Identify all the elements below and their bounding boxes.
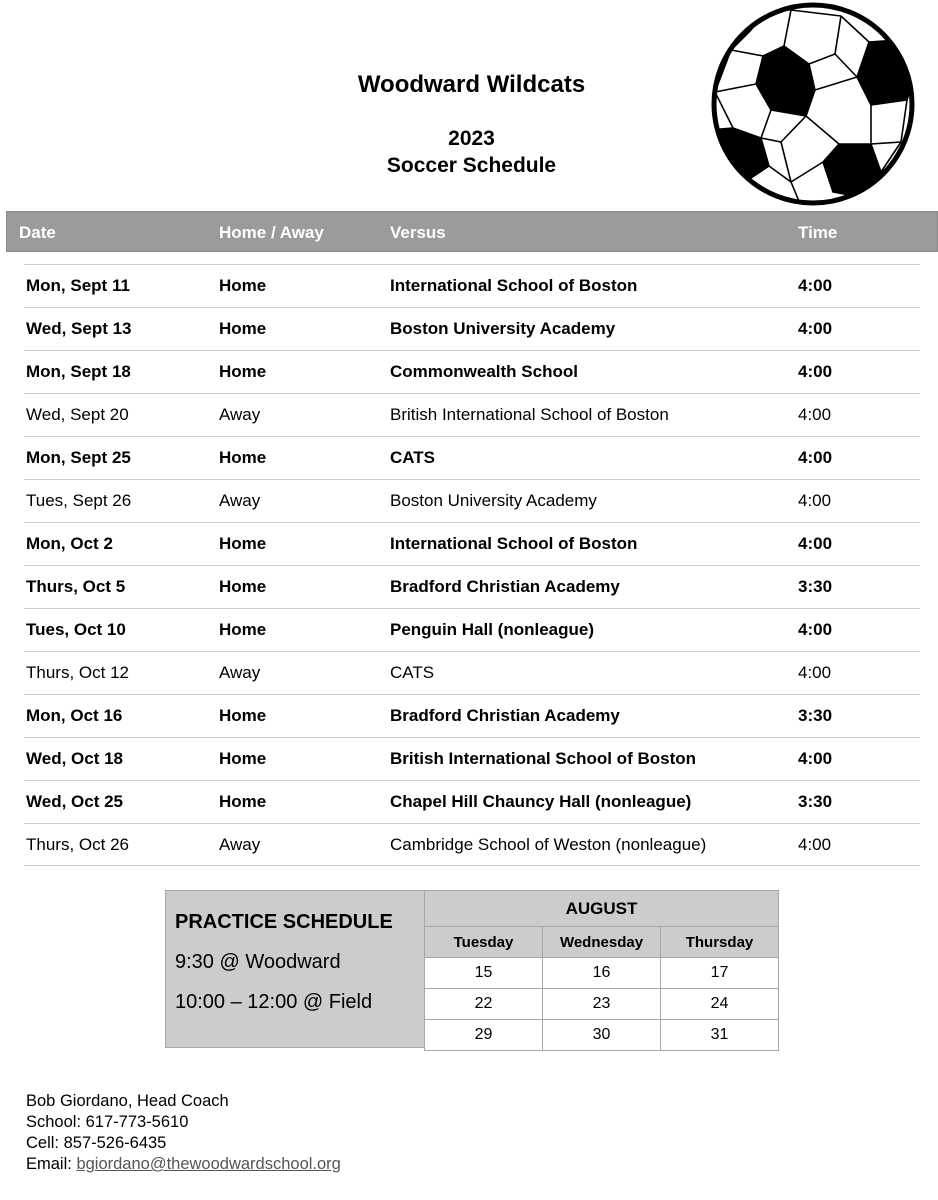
game-date: Thurs, Oct 12 (26, 663, 129, 682)
game-location: Away (219, 835, 261, 854)
email-label: Email: (26, 1155, 77, 1173)
schedule-subtitle: Soccer Schedule (386, 154, 557, 177)
calendar-date: 29 (425, 1020, 543, 1051)
soccer-ball-icon (711, 2, 915, 206)
table-row (24, 479, 920, 522)
game-opponent: International School of Boston (390, 534, 638, 553)
calendar-month: AUGUST (425, 891, 779, 927)
calendar-day-header: Wednesday (543, 927, 661, 958)
game-date: Thurs, Oct 5 (26, 577, 126, 596)
game-location: Home (219, 706, 267, 725)
game-location: Away (219, 491, 261, 510)
column-header-versus: Versus (390, 223, 446, 242)
calendar-day-header: Thursday (661, 927, 779, 958)
coach-name: Bob Giordano, Head Coach (26, 1092, 229, 1110)
table-row (24, 393, 920, 436)
practice-schedule-box (165, 890, 425, 1048)
game-time: 4:00 (798, 663, 832, 682)
game-location: Away (219, 405, 261, 424)
practice-morning-time: 9:30 @ Woodward (175, 951, 341, 973)
practice-title: PRACTICE SCHEDULE (175, 911, 393, 933)
game-opponent: Boston University Academy (390, 319, 616, 338)
game-date: Mon, Sept 11 (26, 276, 130, 295)
game-time: 4:00 (798, 319, 833, 338)
game-location: Home (219, 792, 267, 811)
game-date: Thurs, Oct 26 (26, 835, 129, 854)
calendar-date: 17 (661, 958, 779, 989)
schedule-header-bar (6, 211, 938, 252)
game-opponent: CATS (390, 448, 436, 467)
game-time: 4:00 (798, 405, 832, 424)
email-link[interactable]: bgiordano@thewoodwardschool.org (76, 1155, 341, 1173)
calendar-date: 30 (543, 1020, 661, 1051)
game-opponent: British International School of Boston (390, 405, 669, 424)
game-time: 3:30 (798, 577, 833, 596)
game-location: Home (219, 276, 267, 295)
game-opponent: International School of Boston (390, 276, 638, 295)
column-header-home-away: Home / Away (219, 223, 324, 242)
game-date: Mon, Oct 16 (26, 706, 123, 725)
game-location: Home (219, 534, 267, 553)
game-date: Mon, Sept 25 (26, 448, 131, 467)
calendar-day-header: Tuesday (425, 927, 543, 958)
calendar-date: 22 (425, 989, 543, 1020)
column-header-time: Time (798, 223, 838, 242)
table-row (24, 522, 920, 565)
practice-calendar (424, 890, 779, 1051)
calendar-date: 31 (661, 1020, 779, 1051)
game-date: Wed, Sept 13 (26, 319, 132, 338)
game-time: 4:00 (798, 534, 833, 553)
table-row (24, 780, 920, 823)
page-title: Woodward Wildcats (357, 71, 586, 98)
practice-field-time: 10:00 – 12:00 @ Field (175, 991, 373, 1013)
column-header-date: Date (19, 223, 56, 242)
table-row (24, 436, 920, 479)
schedule-year: 2023 (448, 127, 495, 150)
game-time: 4:00 (798, 491, 832, 510)
game-date: Tues, Sept 26 (26, 491, 132, 510)
game-time: 3:30 (798, 792, 833, 811)
table-row (24, 307, 920, 350)
calendar-date: 23 (543, 989, 661, 1020)
game-date: Mon, Oct 2 (26, 534, 113, 553)
coach-email-line (26, 1154, 341, 1175)
table-row (24, 823, 920, 866)
game-time: 4:00 (798, 620, 833, 639)
game-opponent: CATS (390, 663, 435, 682)
game-opponent: Bradford Christian Academy (390, 577, 620, 596)
game-opponent: Cambridge School of Weston (nonleague) (390, 835, 707, 854)
table-row (24, 264, 920, 307)
calendar-date: 16 (543, 958, 661, 989)
table-row (24, 651, 920, 694)
game-time: 3:30 (798, 706, 833, 725)
game-opponent: British International School of Boston (390, 749, 696, 768)
game-time: 4:00 (798, 749, 833, 768)
coach-school-phone: School: 617-773-5610 (26, 1113, 189, 1131)
game-location: Home (219, 362, 267, 381)
game-date: Wed, Sept 20 (26, 405, 129, 424)
table-row (24, 565, 920, 608)
coach-contact (26, 1091, 341, 1175)
table-row (24, 350, 920, 393)
game-location: Away (219, 663, 261, 682)
game-opponent: Commonwealth School (390, 362, 578, 381)
game-opponent: Penguin Hall (nonleague) (390, 620, 595, 639)
game-date: Wed, Oct 18 (26, 749, 123, 768)
game-date: Tues, Oct 10 (26, 620, 126, 639)
game-time: 4:00 (798, 835, 832, 854)
game-time: 4:00 (798, 362, 833, 381)
game-location: Home (219, 620, 267, 639)
game-location: Home (219, 577, 267, 596)
table-row (24, 694, 920, 737)
table-row (24, 737, 920, 780)
game-location: Home (219, 749, 267, 768)
game-opponent: Chapel Hill Chauncy Hall (nonleague) (390, 792, 692, 811)
game-time: 4:00 (798, 276, 833, 295)
table-row (24, 608, 920, 651)
game-date: Wed, Oct 25 (26, 792, 123, 811)
calendar-date: 15 (425, 958, 543, 989)
game-location: Home (219, 448, 267, 467)
coach-cell-phone: Cell: 857-526-6435 (26, 1134, 167, 1152)
game-time: 4:00 (798, 448, 833, 467)
calendar-date: 24 (661, 989, 779, 1020)
game-opponent: Bradford Christian Academy (390, 706, 620, 725)
game-location: Home (219, 319, 267, 338)
game-date: Mon, Sept 18 (26, 362, 131, 381)
game-opponent: Boston University Academy (390, 491, 597, 510)
